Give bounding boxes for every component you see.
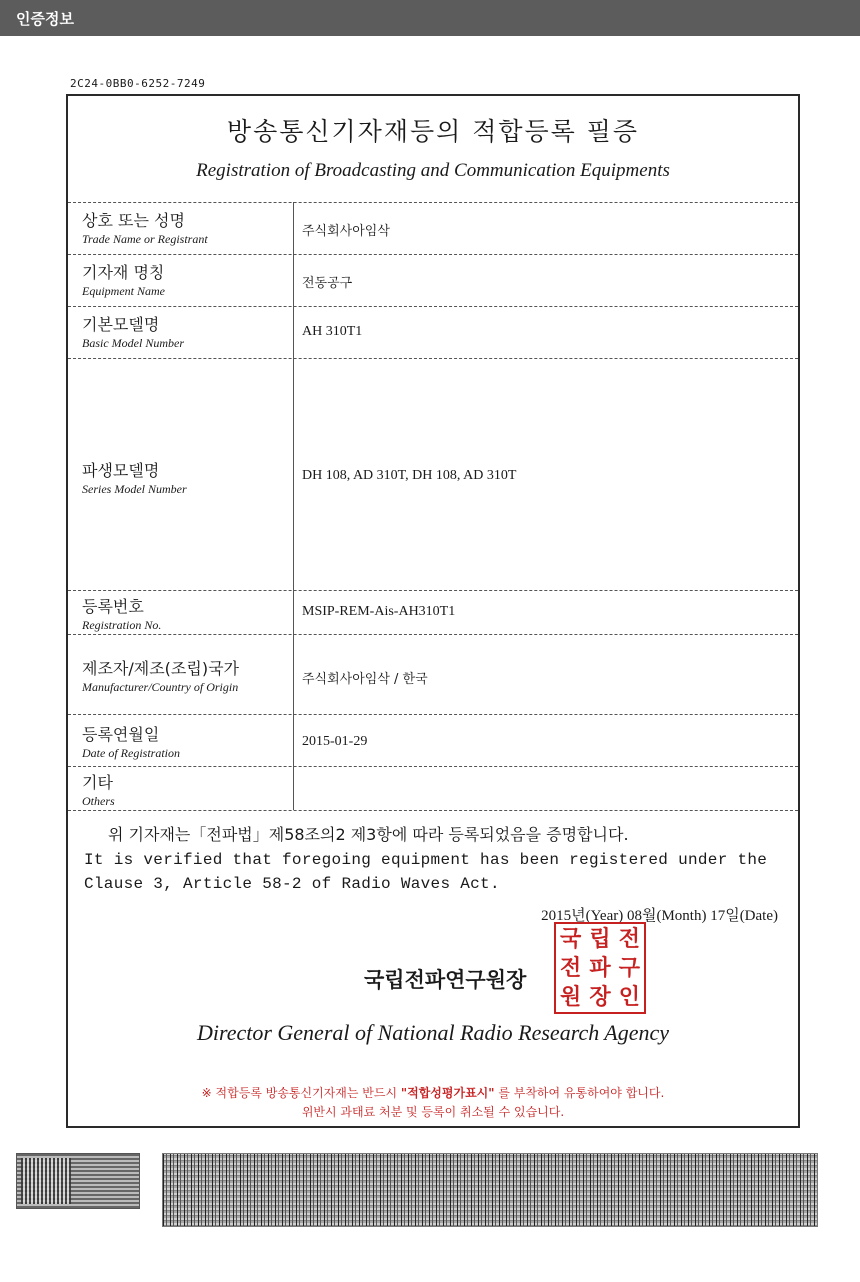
statement-english: It is verified that foregoing equipment has been registered under the Clause 3, Article 58-2 of Radio Waves Act. (84, 851, 768, 893)
seal-character: 국 (560, 925, 582, 952)
registration-no-label (82, 594, 161, 633)
label-english: Manufacturer/Country of Origin (82, 680, 239, 694)
label-english: Basic Model Number (82, 336, 184, 350)
equipment-name-value: 전동공구 (302, 276, 353, 291)
serial-number: 2C24-0BB0-6252-7249 (70, 77, 206, 90)
issue-date: 2015년(Year) 08월(Month) 17일(Date) (541, 908, 778, 924)
label-korean: 기본모델명 (82, 315, 160, 334)
qr-code-image (16, 1153, 140, 1209)
basic-model-value: AH 310T1 (302, 324, 363, 339)
label-korean: 파생모델명 (82, 461, 160, 480)
security-barcode-image (162, 1153, 818, 1227)
seal-character: 인 (618, 984, 640, 1011)
label-korean: 기타 (82, 773, 113, 792)
seal-character: 구 (618, 954, 640, 981)
manufacturer-value: 주식회사아임삭 / 한국 (302, 672, 428, 687)
series-model-label (82, 458, 187, 497)
official-seal (554, 922, 646, 1014)
title-korean: 방송통신기자재등의 적합등록 필증 (226, 117, 640, 146)
seal-character: 원 (560, 984, 582, 1011)
table-divider (68, 202, 798, 203)
table-divider (68, 634, 798, 635)
seal-character: 전 (560, 954, 582, 981)
table-divider (68, 254, 798, 255)
label-english: Equipment Name (82, 284, 165, 298)
basic-model-label (82, 312, 184, 351)
label-english: Others (82, 794, 115, 808)
table-divider (68, 810, 798, 811)
issuer-english: Director General of National Radio Research Agency (196, 1020, 670, 1045)
table-divider (68, 358, 798, 359)
label-korean: 기자재 명칭 (82, 263, 165, 282)
label-korean: 제조자/제조(조립)국가 (82, 659, 239, 678)
label-english: Registration No. (82, 618, 162, 632)
issuer-korean: 국립전파연구원장 (364, 968, 527, 992)
title-english: Registration of Broadcasting and Communication Equipments (196, 160, 670, 181)
trade-name-label (82, 208, 208, 247)
header-title: 인증정보 (16, 10, 74, 28)
others-label (82, 770, 115, 809)
notice-line-2: 위반시 과태료 처분 및 등록이 취소될 수 있습니다. (301, 1105, 565, 1119)
seal-character: 전 (618, 925, 640, 952)
seal-character: 장 (589, 984, 611, 1011)
equipment-name-label (82, 260, 165, 299)
table-divider (68, 590, 798, 591)
notice-emphasis: "적합성평가표시" (400, 1086, 495, 1100)
label-korean: 상호 또는 성명 (82, 211, 185, 230)
notice-prefix: ※ 적합등록 방송통신기자재는 반드시 (201, 1086, 401, 1100)
table-divider (68, 766, 798, 767)
registration-date-label (82, 722, 180, 761)
label-korean: 등록연월일 (82, 725, 160, 744)
seal-character: 파 (589, 954, 611, 981)
notice-suffix: 를 부착하여 유통하여야 합니다. (494, 1086, 665, 1100)
certificate-document (66, 94, 800, 1128)
header-bar (0, 0, 860, 36)
table-divider (68, 714, 798, 715)
table-column-divider (293, 202, 294, 810)
manufacturer-label (82, 656, 239, 695)
statement-korean: 위 기자재는「전파법」제58조의2 제3항에 따라 등록되었음을 증명합니다. (108, 825, 629, 844)
seal-character: 립 (589, 925, 611, 952)
label-english: Date of Registration (82, 746, 180, 760)
label-english: Trade Name or Registrant (82, 232, 208, 246)
label-korean: 등록번호 (82, 597, 144, 616)
trade-name-value: 주식회사아임삭 (302, 224, 390, 239)
registration-date-value: 2015-01-29 (302, 734, 368, 749)
qr-code-pattern (21, 1158, 71, 1204)
label-english: Series Model Number (82, 482, 187, 496)
notice-line-1 (68, 1084, 798, 1103)
notice (68, 1084, 798, 1122)
series-model-value: DH 108, AD 310T, DH 108, AD 310T (302, 468, 517, 483)
table-divider (68, 306, 798, 307)
registration-no-value: MSIP-REM-Ais-AH310T1 (302, 604, 456, 619)
